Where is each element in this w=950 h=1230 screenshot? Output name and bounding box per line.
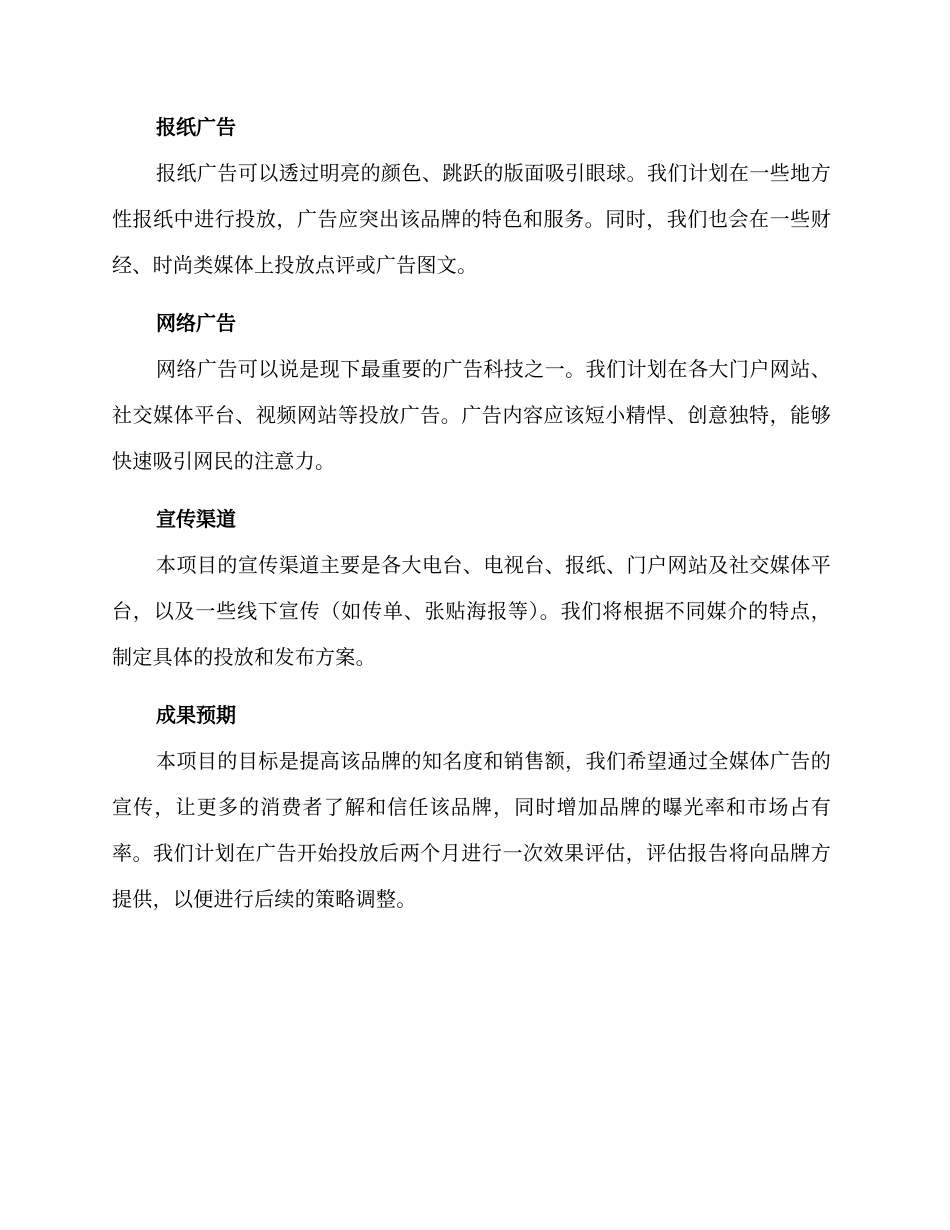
section-paragraph: 本项目的宣传渠道主要是各大电台、电视台、报纸、门户网站及社交媒体平台，以及一些线下宣传（如传单、张贴海报等）。我们将根据不同媒介的特点，制定具体的投放和发布方案。: [112, 553, 831, 669]
section-title: 报纸广告: [156, 115, 236, 139]
section-expected-results: [112, 692, 831, 922]
section-title: 网络广告: [156, 311, 236, 335]
section-newspaper-ads: [112, 104, 831, 288]
section-online-ads: [112, 300, 831, 484]
section-title: 宣传渠道: [156, 507, 236, 531]
section-promotion-channels: [112, 496, 831, 680]
section-paragraph: 报纸广告可以透过明亮的颜色、跳跃的版面吸引眼球。我们计划在一些地方性报纸中进行投放，广告应突出该品牌的特色和服务。同时，我们也会在一些财经、时尚类媒体上投放点评或广告图文。: [112, 161, 831, 277]
document-page: [112, 104, 831, 934]
section-title: 成果预期: [156, 703, 236, 727]
section-paragraph: 网络广告可以说是现下最重要的广告科技之一。我们计划在各大门户网站、社交媒体平台、视频网站等投放广告。广告内容应该短小精悍、创意独特，能够快速吸引网民的注意力。: [112, 357, 831, 473]
section-paragraph: 本项目的目标是提高该品牌的知名度和销售额，我们希望通过全媒体广告的宣传，让更多的消费者了解和信任该品牌，同时增加品牌的曝光率和市场占有率。我们计划在广告开始投放后两个月进行一次效果评估，评估报告将向品牌方提供，以便进行后续的策略调整。: [112, 749, 831, 911]
